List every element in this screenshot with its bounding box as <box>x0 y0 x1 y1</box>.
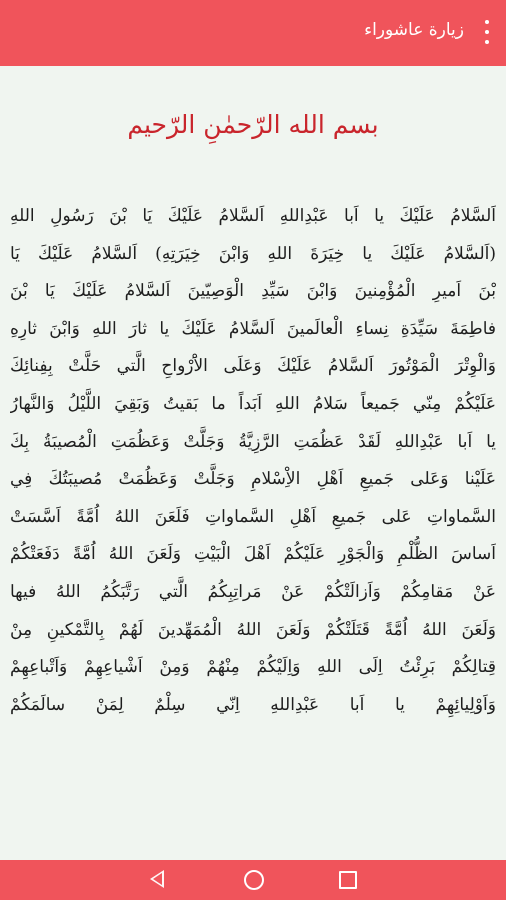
text-line: اَلسَّلامُ عَلَيْكَ يا اَبا عَبْدِاللهِ اَلسَّلامُ عَلَيْكَ يَا بْنَ رَسُولِ اللهِ <box>10 206 496 226</box>
prayer-content[interactable] <box>0 66 506 860</box>
text-line: عَلَيْكُمْ مِنّي جَميعاً سَلامُ اللهِ اَبَداً ما بَقيتُ وَبَقِيَ اللَّيْلُ وَالنَّهارُ <box>10 393 496 414</box>
text-line: فاطِمَةَ سَيِّدَةِ نِساءِ الْعالَمينَ اَلسَّلامُ عَلَيْكَ يا ثارَ اللهِ وَابْنَ ثارِهِ <box>10 318 496 339</box>
text-line: عَنْ مَقامِكُمْ وَاَزالَتْكُمْ عَنْ مَراتِبِكُمُ الَّتي رَتَّبَكُمُ اللهُ فيها <box>10 581 496 602</box>
recent-apps-square-icon[interactable] <box>339 871 357 889</box>
text-line: عَلَيْنا وَعَلى جَميعِ اَهْلِ الاِْسْلامِ وَجَلَّتْ وَعَظُمَتْ مُصيبَتُكَ فِي <box>10 469 496 490</box>
more-vert-icon[interactable] <box>482 20 492 44</box>
home-circle-icon[interactable] <box>244 870 264 890</box>
text-line: قِتالِكُمْ بَرِئْتُ اِلَى اللهِ وَاِلَيْكُمْ مِنْهُمْ وَمِنْ اَشْياعِهِمْ وَاَتْباعِهِمْ <box>10 657 496 678</box>
app-bar <box>0 0 506 66</box>
text-line: يا اَبا عَبْدِاللهِ لَقَدْ عَظُمَتِ الرَّزِيَّةُ وَجَلَّتْ وَعَظُمَتِ الْمُصيبَةُ بِكَ <box>10 431 496 452</box>
text-line: وَالْوِتْرَ الْمَوْتُورَ اَلسَّلامُ عَلَيْكَ وَعَلَى الاَْرْواحِ الَّتي حَلَّتْ بِفِنائِكَ <box>10 356 496 377</box>
basmala-heading: بسم الله الرّحمٰنِ الرّحيم <box>127 110 379 139</box>
prayer-text <box>10 198 496 724</box>
back-triangle-icon[interactable] <box>150 870 164 888</box>
text-line: وَلَعَنَ اللهُ اُمَّةً قَتَلَتْكُمْ وَلَعَنَ اللهُ الْمُمَهِّدينَ لَهُمْ بِالتَّمْكينِ مِنْ <box>10 619 496 640</box>
app-title: زيارة عاشوراء <box>364 20 464 40</box>
text-line: اَساسَ الظُّلْمِ وَالْجَوْرِ عَلَيْكُمْ اَهْلَ الْبَيْتِ وَلَعَنَ اللهُ اُمَّةً دَفَعَتْكُمْ <box>10 544 496 565</box>
system-nav-bar <box>0 860 506 900</box>
text-line: بْنَ اَميرِ الْمُؤْمِنينَ وَابْنَ سَيِّدِ الْوَصِيّينَ اَلسَّلامُ عَلَيْكَ يَا بْنَ <box>10 281 496 302</box>
text-line: وَاَوْلِيائِهِمْ يا اَبا عَبْدِاللهِ اِنّي سِلْمٌ لِمَنْ سالَمَكُمْ <box>10 694 496 715</box>
text-line: السَّماواتِ عَلى جَميعِ اَهْلِ السَّماواتِ فَلَعَنَ اللهُ اُمَّةً اَسَّسَتْ <box>10 506 496 527</box>
text-line: (اَلسَّلامُ عَلَيْكَ يا خِيَرَةَ اللهِ وَابْنَ خِيَرَتِهِ) اَلسَّلامُ عَلَيْكَ يَا <box>10 243 496 264</box>
